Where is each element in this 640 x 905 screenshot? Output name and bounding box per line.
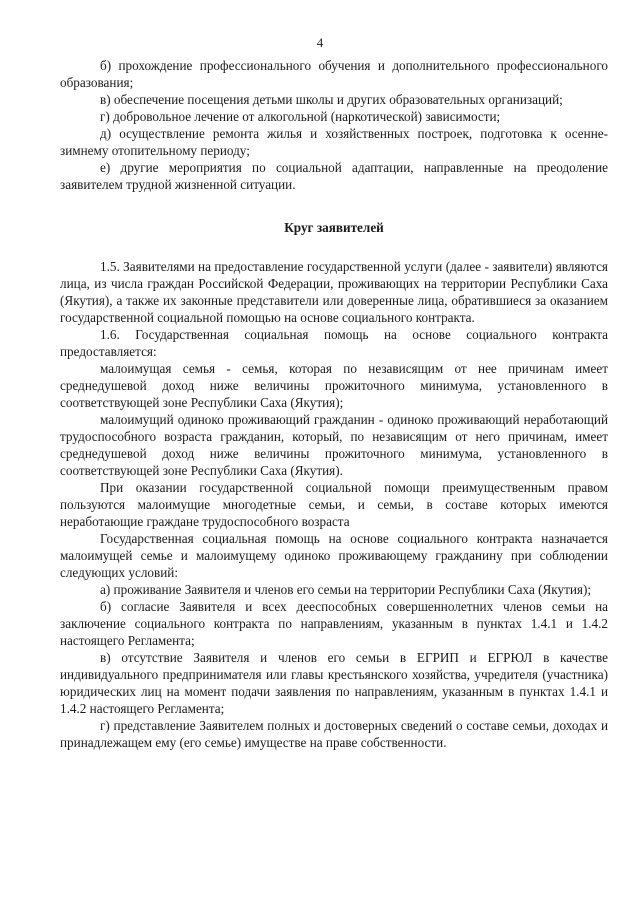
paragraph-priority-right: При оказании государственной социальной помощи преимущественным правом пользуются малоимущие многодетные семьи, и семьи, в составе которых имеются неработающие граждане трудоспособного возраста (60, 480, 608, 529)
condition-g: г) представление Заявителем полных и достоверных сведений о составе семьи, доходах и принадлежащем ему (его семье) имуществе на праве собственности. (60, 718, 608, 750)
paragraph-1-5: 1.5. Заявителями на предоставление государственной услуги (далее - заявители) являются лица, из числа граждан Российской Федерации, проживающих на территории Республики Саха (Якутия), а также их законные представители или доверенные лица, обратившиеся за оказанием государственной социальной помощью на основе социального контракта. (60, 259, 608, 325)
list-item-e: е) другие мероприятия по социальной адаптации, направленные на преодоление заявителем трудной жизненной ситуации. (60, 160, 608, 192)
condition-b: б) согласие Заявителя и всех дееспособных совершеннолетних членов семьи на заключение социального контракта по направлениям, указанным в пунктах 1.4.1 и 1.4.2 настоящего Регламента; (60, 599, 608, 648)
condition-v: в) отсутствие Заявителя и членов его семьи в ЕГРИП и ЕГРЮЛ в качестве индивидуального предпринимателя или главы крестьянского хозяйства, учредителя (участника) юридических лиц на момент подачи заявления по направлениям, указанным в пунктах 1.4.1 и 1.4.2 настоящего Регламента; (60, 650, 608, 716)
list-item-b: б) прохождение профессионального обучения и дополнительного профессионального образования; (60, 58, 608, 90)
list-item-v: в) обеспечение посещения детьми школы и других образовательных организаций; (100, 92, 563, 107)
paragraph-1-6: 1.6. Государственная социальная помощь на основе социального контракта предоставляется: (60, 327, 608, 359)
condition-a: а) проживание Заявителя и членов его семьи на территории Республики Саха (Якутия); (100, 582, 592, 597)
paragraph-low-income-single: малоимущий одиноко проживающий гражданин - одиноко проживающий неработающий трудоспособного возраста гражданин, который, по независящим от него причинам, имеет среднедушевой доход ниже величины прожиточного минимума, установленного в соответствующей зоне Республики Саха (Якутия). (60, 412, 608, 478)
paragraph-low-income-family: малоимущая семья - семья, которая по независящим от нее причинам имеет среднедушевой доход ниже величины прожиточного минимума, установленного в соответствующей зоне Республики Саха (Якутия); (60, 361, 608, 410)
paragraph-conditions: Государственная социальная помощь на основе социального контракта назначается малоимущей семье и малоимущему одиноко проживающему гражданину при соблюдении следующих условий: (60, 531, 608, 580)
document-body (60, 57, 608, 751)
section-title: Круг заявителей (284, 220, 384, 235)
list-item-d: д) осуществление ремонта жилья и хозяйственных построек, подготовка к осенне-зимнему отопительному периоду; (60, 126, 608, 158)
page-number: 4 (316, 35, 324, 50)
list-item-g: г) добровольное лечение от алкогольной (наркотической) зависимости; (100, 109, 501, 124)
